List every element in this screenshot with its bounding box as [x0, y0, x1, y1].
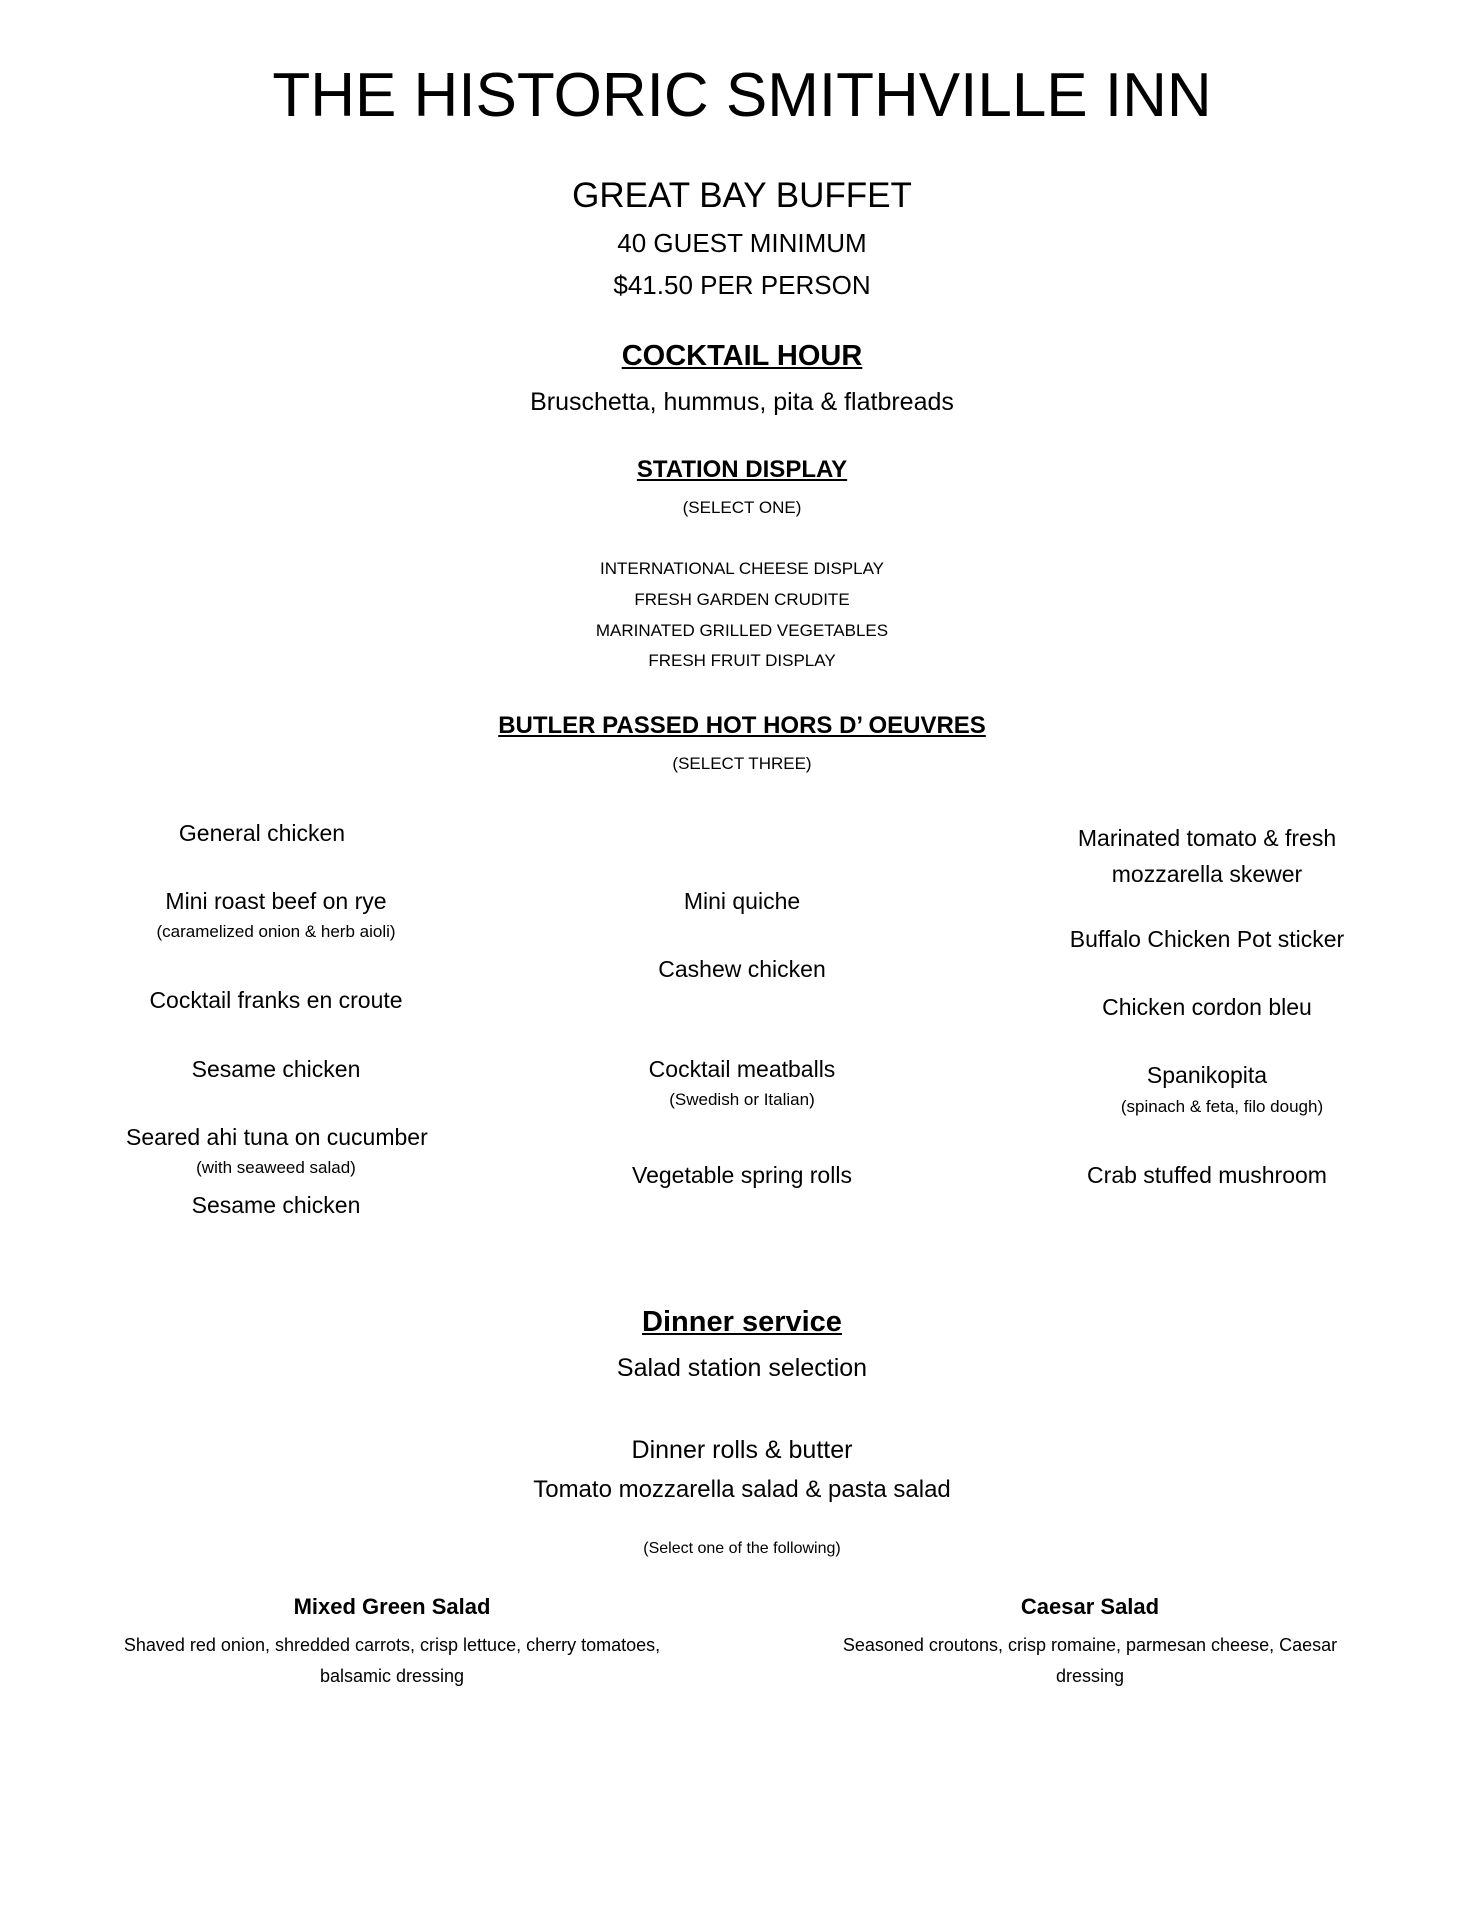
salad-choice-description: Shaved red onion, shredded carrots, crisp lettuce, cherry tomatoes, balsamic dressing — [123, 1635, 661, 1686]
appetizer-item: Spanikopita — [1146, 1062, 1268, 1088]
dinner-service-heading: Dinner service — [642, 1306, 842, 1338]
page-title: THE HISTORIC SMITHVILLE INN — [272, 61, 1212, 130]
hors-doeuvres-instruction: (SELECT THREE) — [672, 754, 812, 773]
appetizer-item: Sesame chicken — [191, 1192, 361, 1218]
appetizer-item: Mini quiche — [683, 888, 801, 914]
cocktail-hour-description: Bruschetta, hummus, pita & flatbreads — [530, 388, 954, 416]
salad-instruction: (Select one of the following) — [643, 1540, 841, 1557]
appetizer-item: Crab stuffed mushroom — [1087, 1162, 1327, 1188]
cocktail-hour-heading: COCKTAIL HOUR — [621, 340, 863, 372]
appetizer-item: Vegetable spring rolls — [632, 1162, 852, 1188]
dinner-rolls: Dinner rolls & butter — [631, 1436, 853, 1464]
salad-choice-description: Seasoned croutons, crisp romaine, parmesan cheese, Caesar dressing — [842, 1635, 1338, 1686]
appetizer-note: (Swedish or Italian) — [669, 1090, 815, 1109]
salad-choice-name: Mixed Green Salad — [293, 1594, 491, 1619]
appetizer-item: Marinated tomato & fresh mozzarella skewer — [1077, 825, 1337, 887]
appetizer-item: Seared ahi tuna on cucumber — [126, 1124, 428, 1150]
appetizer-note: (caramelized onion & herb aioli) — [156, 922, 396, 941]
appetizer-note: (with seaweed salad) — [196, 1158, 356, 1177]
appetizer-note: (spinach & feta, filo dough) — [1120, 1097, 1324, 1116]
station-option: FRESH FRUIT DISPLAY — [648, 651, 836, 670]
buffet-name: GREAT BAY BUFFET — [572, 176, 912, 215]
appetizer-item: Chicken cordon bleu — [1102, 994, 1312, 1020]
appetizer-item: Mini roast beef on rye — [165, 888, 387, 914]
appetizer-item: Cashew chicken — [658, 956, 826, 982]
appetizer-item: Cocktail franks en croute — [149, 987, 403, 1013]
station-display-instruction: (SELECT ONE) — [682, 498, 802, 517]
salad-choice-name: Caesar Salad — [1020, 1594, 1160, 1619]
station-display-heading: STATION DISPLAY — [636, 456, 848, 483]
appetizer-item: General chicken — [178, 820, 346, 846]
guest-minimum: 40 GUEST MINIMUM — [617, 228, 867, 258]
station-option: FRESH GARDEN CRUDITE — [634, 590, 850, 609]
appetizer-item: Buffalo Chicken Pot sticker — [1069, 926, 1345, 952]
price-per-person: $41.50 PER PERSON — [613, 270, 871, 300]
dinner-salads: Tomato mozzarella salad & pasta salad — [533, 1476, 951, 1503]
station-option: INTERNATIONAL CHEESE DISPLAY — [599, 559, 885, 578]
dinner-subheading: Salad station selection — [616, 1354, 868, 1382]
appetizer-item: Sesame chicken — [191, 1056, 361, 1082]
hors-doeuvres-heading: BUTLER PASSED HOT HORS D’ OEUVRES — [498, 712, 986, 739]
appetizer-item: Cocktail meatballs — [648, 1056, 836, 1082]
station-option: MARINATED GRILLED VEGETABLES — [595, 621, 889, 640]
